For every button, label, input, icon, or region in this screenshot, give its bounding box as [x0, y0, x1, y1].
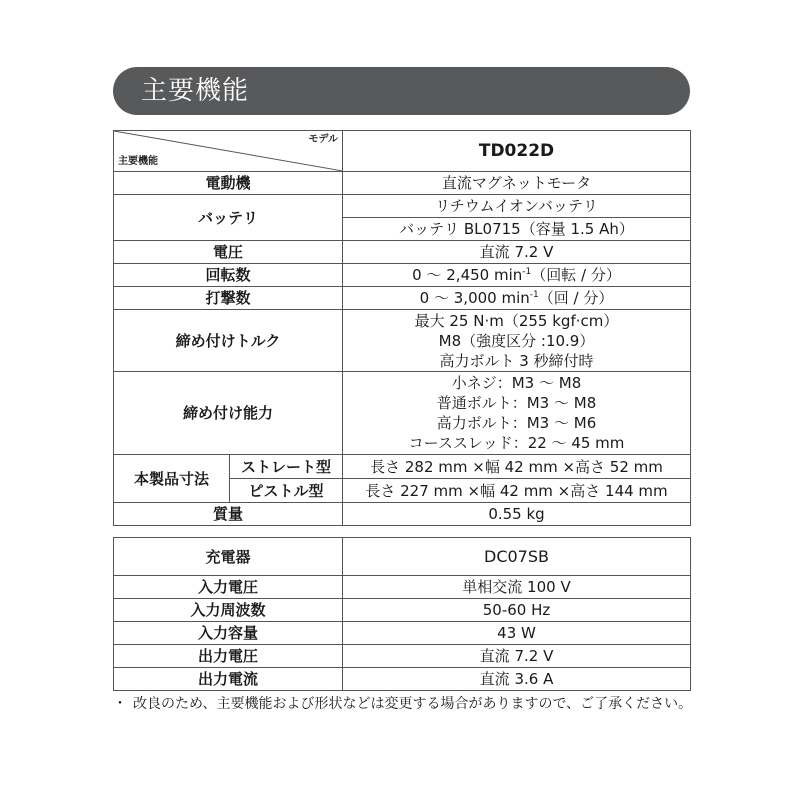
- output-voltage-label: 出力電圧: [114, 645, 343, 668]
- rpm-value-sup: -1: [522, 267, 532, 277]
- table-row: [114, 668, 691, 691]
- dimensions-pistol-label: ピストル型: [230, 479, 343, 503]
- table-row: [114, 131, 691, 172]
- capacity-line: コーススレッド：22 ～ 45 mm: [408, 434, 625, 452]
- charger-label: 充電器: [114, 538, 343, 576]
- output-current-label: 出力電流: [114, 668, 343, 691]
- rpm-label: 回転数: [114, 264, 343, 287]
- motor-value: 直流マグネットモータ: [343, 172, 691, 195]
- table-row: [114, 538, 691, 576]
- input-frequency-label: 入力周波数: [114, 599, 343, 622]
- output-current-value: 直流 3.6 A: [343, 668, 691, 691]
- section-banner: [113, 67, 690, 115]
- capacity-line: 小ネジ：M3 ～ M8: [451, 374, 582, 392]
- table-row: [114, 576, 691, 599]
- dimensions-straight-value: 長さ 282 mm ×幅 42 mm ×高さ 52 mm: [343, 455, 691, 479]
- header-model-label: モデル: [308, 134, 338, 145]
- impact-value-sup: -1: [529, 290, 539, 300]
- impact-label: 打撃数: [114, 287, 343, 310]
- spec-table: [113, 130, 691, 526]
- impact-value-unit: （回 / 分）: [538, 289, 614, 307]
- footnote-text: 改良のため、主要機能および形状などは変更する場合がありますので、ご了承ください。: [133, 696, 693, 712]
- header-features-label: 主要機能: [118, 156, 158, 167]
- table-row: [114, 195, 691, 218]
- rpm-value-main: 0 ～ 2,450 min: [412, 266, 523, 284]
- capacity-value: [343, 372, 691, 455]
- dimensions-pistol-value: 長さ 227 mm ×幅 42 mm ×高さ 144 mm: [343, 479, 691, 503]
- table-row: [114, 310, 691, 372]
- table-row: [114, 264, 691, 287]
- table-row: [114, 287, 691, 310]
- table-row: [114, 455, 691, 479]
- torque-line: 高力ボルト 3 秒締付時: [439, 351, 594, 370]
- input-capacity-value: 43 W: [343, 622, 691, 645]
- table-row: [114, 622, 691, 645]
- voltage-value: 直流 7.2 V: [343, 241, 691, 264]
- table-row: [114, 241, 691, 264]
- table-row: [114, 172, 691, 195]
- charger-table: [113, 537, 691, 691]
- rpm-value: [343, 264, 691, 287]
- input-voltage-label: 入力電圧: [114, 576, 343, 599]
- footnote-bullet: ・: [113, 696, 127, 712]
- table-row: [114, 372, 691, 455]
- torque-line: 最大 25 N·m（255 kgf·cm）: [414, 311, 619, 330]
- section-title: 主要機能: [141, 76, 250, 106]
- output-voltage-value: 直流 7.2 V: [343, 645, 691, 668]
- charger-model: DC07SB: [343, 538, 691, 576]
- table-row: [114, 645, 691, 668]
- input-capacity-label: 入力容量: [114, 622, 343, 645]
- battery-value-1: リチウムイオンバッテリ: [343, 195, 691, 218]
- dimensions-straight-label: ストレート型: [230, 455, 343, 479]
- capacity-label: 締め付け能力: [114, 372, 343, 455]
- dimensions-label: 本製品寸法: [114, 455, 230, 503]
- model-name: TD022D: [343, 131, 691, 172]
- rpm-value-unit: （回転 / 分）: [531, 266, 621, 284]
- capacity-line: 高力ボルト：M3 ～ M6: [436, 414, 597, 432]
- capacity-line: 普通ボルト：M3 ～ M8: [436, 394, 597, 412]
- torque-line: M8（強度区分 :10.9）: [438, 331, 595, 350]
- voltage-label: 電圧: [114, 241, 343, 264]
- torque-label: 締め付けトルク: [114, 310, 343, 372]
- battery-value-2: バッテリ BL0715（容量 1.5 Ah）: [343, 218, 691, 241]
- header-diagonal-cell: [114, 131, 343, 172]
- battery-label: バッテリ: [114, 195, 343, 241]
- table-row: [114, 503, 691, 526]
- mass-value: 0.55 kg: [343, 503, 691, 526]
- motor-label: 電動機: [114, 172, 343, 195]
- impact-value-main: 0 ～ 3,000 min: [419, 289, 530, 307]
- mass-label: 質量: [114, 503, 343, 526]
- input-voltage-value: 単相交流 100 V: [343, 576, 691, 599]
- impact-value: [343, 287, 691, 310]
- torque-value: [343, 310, 691, 372]
- input-frequency-value: 50-60 Hz: [343, 599, 691, 622]
- footnote: [113, 694, 693, 714]
- table-row: [114, 599, 691, 622]
